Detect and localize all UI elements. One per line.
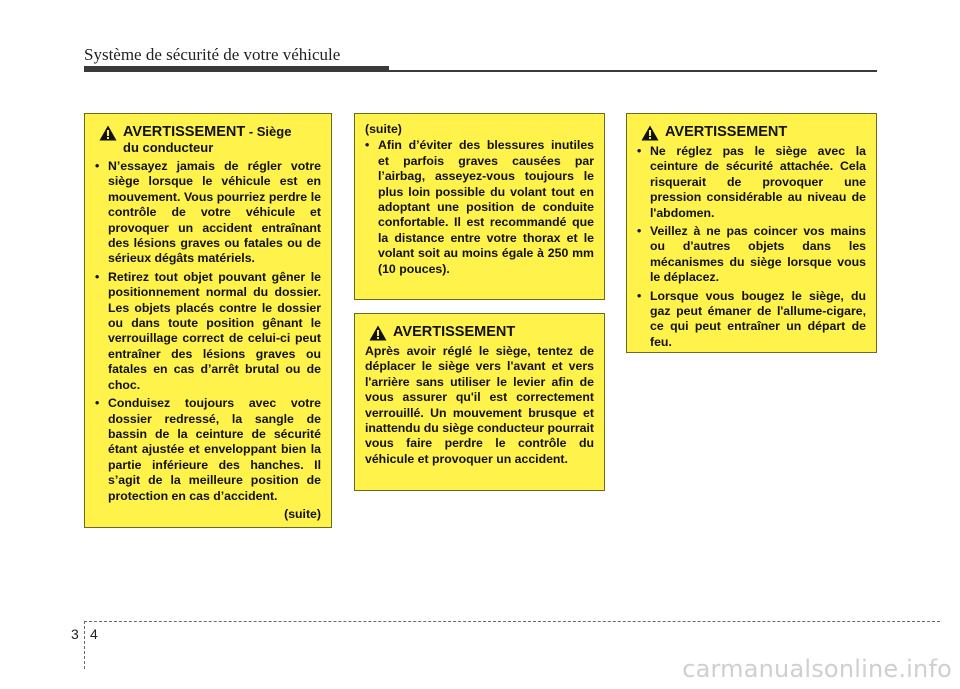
list-item: • Conduisez toujours avec votre dossier redressé, la sangle de bassin de la ceinture de sécurité étant ajustée et enveloppant bien la partie inférieure des hanches. Il s’agit de la meilleure position de protection en cas d’accident. [95, 396, 321, 504]
footer-rule [84, 621, 940, 622]
warning-title [123, 124, 291, 156]
list-item: • Retirez tout objet pouvant gêner le positionnement normal du dossier. Les objets placés contre le dossier ou dans toute position gênant le verrouillage correct de celui-ci peut entraîner des lésions graves ou fatales en cas d’arrêt brutal ou de choc. [95, 270, 321, 393]
list-item: • Lorsque vous bougez le siège, du gaz peut émaner de l'allume-cigare, ce qui peut entraîner un départ de feu. [637, 289, 866, 351]
warning-box-continued [354, 113, 605, 300]
warning-box-seat-adjust [626, 113, 877, 353]
warning-list [95, 159, 321, 504]
warning-list [365, 138, 594, 277]
warning-box-seat-lock [354, 313, 605, 491]
warning-list [637, 144, 866, 350]
chapter-number: 3 [71, 626, 79, 642]
warning-triangle-icon [641, 125, 659, 141]
continued-label: (suite) [365, 122, 402, 136]
warning-header [95, 124, 321, 156]
header-rule [389, 70, 877, 72]
warning-title-sub: - Siège [245, 124, 292, 139]
warning-triangle-icon [99, 125, 117, 141]
page-header-title: Système de sécurité de votre véhicule [84, 45, 341, 64]
list-item: • Ne réglez pas le siège avec la ceinture de sécurité attachée. Cela risquerait de provoquer une pression considérable au niveau de l'abdomen. [637, 144, 866, 221]
watermark: carmanualsonline.info [682, 655, 952, 683]
warning-text: Après avoir réglé le siège, tentez de déplacer le siège vers l'avant et vers l'arrière sans utiliser le levier afin de vous assurer qu'il est correctement verrouillé. Un mouvement brusque et inattendu du siège conducteur pourrait vous faire perdre le contrôle du véhicule et provoquer un accident. [365, 344, 594, 466]
warning-triangle-icon [369, 325, 387, 341]
page-number: 4 [90, 626, 98, 642]
header-bar [84, 66, 389, 72]
continued-note: (suite) [284, 506, 321, 521]
warning-title: AVERTISSEMENT [393, 324, 516, 340]
warning-header [637, 124, 866, 141]
footer-divider [84, 621, 85, 669]
warning-title-main: AVERTISSEMENT [123, 124, 246, 140]
warning-header [365, 324, 594, 341]
list-item: • Afin d’éviter des blessures inutiles et parfois graves causées par l’airbag, asseyez-vous toujours le plus loin possible du volant tout en adoptant une position de conduite confortable. Il est recommandé que la distance entre votre thorax et le volant soit au moins égale à 250 mm (10 pouces). [365, 138, 594, 277]
warning-title-cont: du conducteur [123, 140, 214, 155]
list-item: • N’essayez jamais de régler votre siège lorsque le véhicule est en mouvement. Vous pourriez perdre le contrôle de votre véhicule et provoquer un accident entraînant des lésions graves ou fatales ou de sérieux dégâts matériels. [95, 159, 321, 267]
list-item: • Veillez à ne pas coincer vos mains ou d'autres objets dans les mécanismes du siège lorsque vous le déplacez. [637, 224, 866, 286]
warning-title: AVERTISSEMENT [665, 124, 788, 140]
warning-box-driver-seat [84, 113, 332, 528]
